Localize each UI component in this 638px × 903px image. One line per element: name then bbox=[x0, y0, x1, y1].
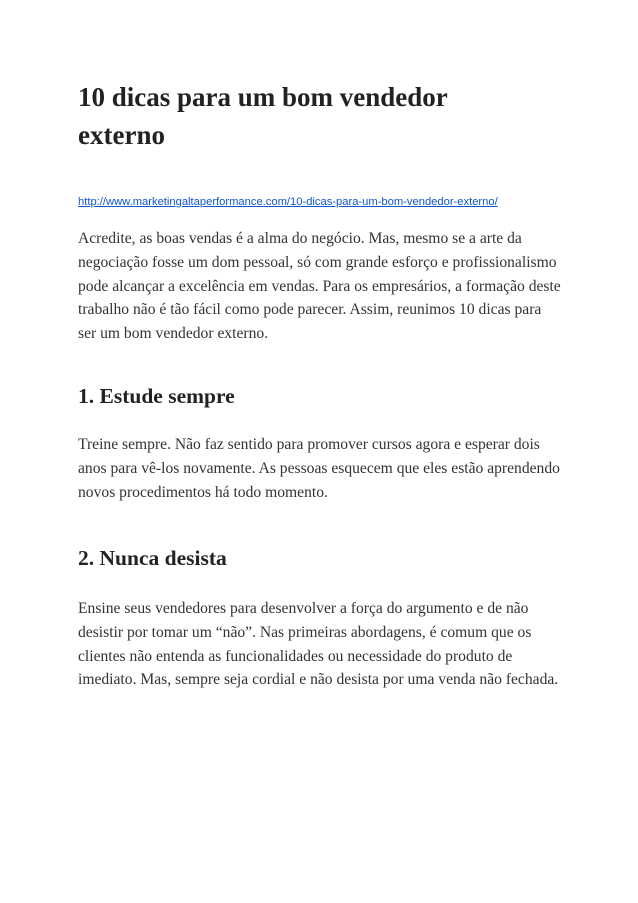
section-paragraph bbox=[78, 433, 560, 504]
paragraph-line: desistir por tomar um “não”. Nas primeiras abordagens, é comum que os bbox=[78, 623, 532, 641]
paragraph-line: clientes não entenda as funcionalidades ou necessidade do produto de bbox=[78, 647, 513, 665]
paragraph-line: novos procedimentos há todo momento. bbox=[78, 483, 328, 501]
paragraph-line: Treine sempre. Não faz sentido para promover cursos agora e esperar dois bbox=[78, 436, 540, 453]
paragraph-line: ser um bom vendedor externo. bbox=[78, 325, 269, 343]
document-title bbox=[78, 78, 558, 154]
paragraph-line: anos para vê-los novamente. As pessoas esquecem que eles estão aprendendo bbox=[78, 459, 560, 477]
intro-paragraph bbox=[78, 227, 561, 346]
section-heading: 2. Nunca desista bbox=[78, 546, 227, 570]
paragraph-line: trabalho não é tão fácil como pode parecer. Assim, reunimos 10 dicas para bbox=[78, 301, 542, 319]
section-heading: 1. Estude sempre bbox=[78, 384, 235, 408]
paragraph-line: imediato. Mas, sempre seja cordial e não desista por uma venda não fechada. bbox=[78, 671, 559, 689]
paragraph-line: pode alcançar a excelência em vendas. Para os empresários, a formação deste bbox=[78, 277, 561, 295]
title-line: 10 dicas para um bom vendedor bbox=[78, 82, 448, 112]
section-paragraph bbox=[78, 597, 558, 692]
paragraph-line: Acredite, as boas vendas é a alma do negócio. Mas, mesmo se a arte da bbox=[78, 230, 522, 247]
paragraph-line: negociação fosse um dom pessoal, só com grande esforço e profissionalismo bbox=[78, 253, 557, 271]
source-link[interactable]: http://www.marketingaltaperformance.com/10-dicas-para-um-bom-vendedor-externo/ bbox=[78, 196, 498, 208]
title-line: externo bbox=[78, 120, 165, 150]
paragraph-line: Ensine seus vendedores para desenvolver a força do argumento e de não bbox=[78, 600, 529, 617]
